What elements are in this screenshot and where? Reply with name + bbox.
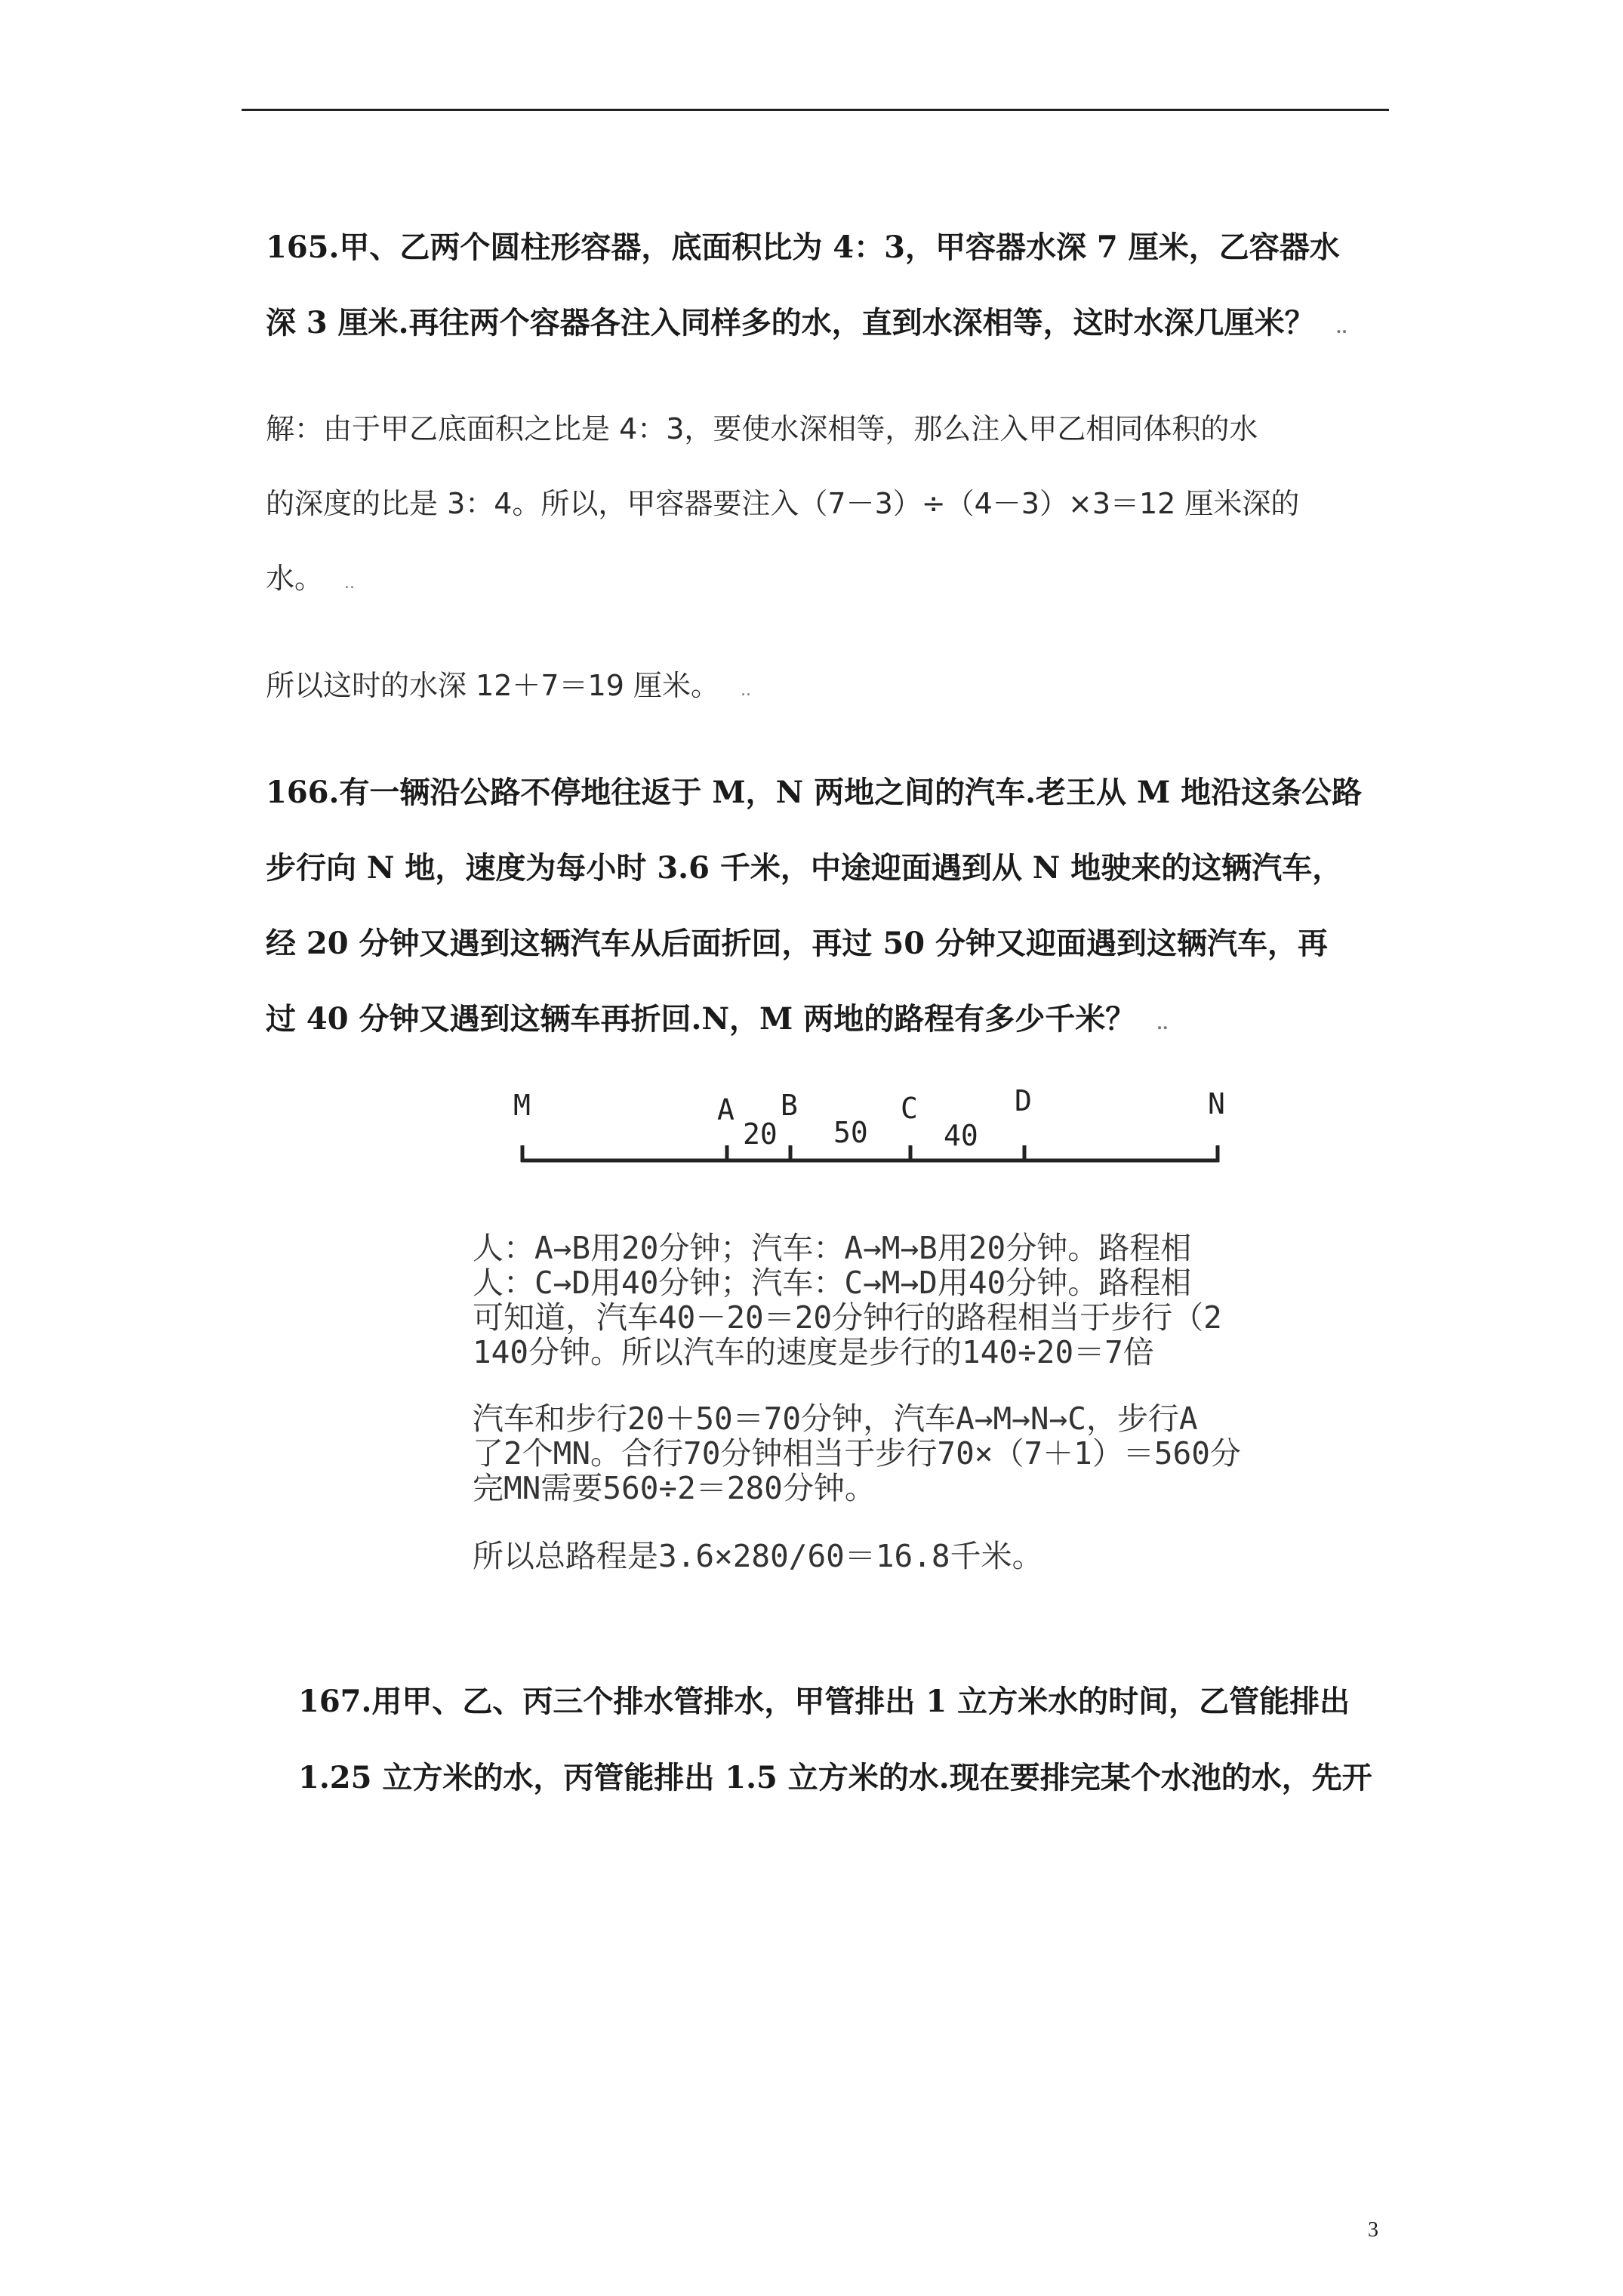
a166-line-1: 人：A→B用20分钟；汽车：A→M→B用20分钟。路程相	[473, 1230, 1192, 1266]
page-number: 3	[1368, 2218, 1378, 2242]
a166-line-4: 140分钟。所以汽车的速度是步行的140÷20＝7倍	[473, 1334, 1154, 1370]
segment-label-bc: 50	[833, 1116, 868, 1149]
segment-label-cd: 40	[944, 1119, 978, 1152]
paragraph-mark: ..	[1156, 1014, 1169, 1034]
point-label-a: A	[717, 1093, 735, 1126]
point-label-d: D	[1015, 1084, 1032, 1117]
q165-line-1: 165.甲、乙两个圆柱形容器，底面积比为 4：3，甲容器水深 7 厘米，乙容器水	[266, 230, 1340, 265]
a166-line-5: 汽车和步行20＋50＝70分钟，汽车A→M→N→C，步行A	[473, 1401, 1198, 1437]
q166-line-2: 步行向 N 地，速度为每小时 3.6 千米，中途迎面遇到从 N 地驶来的这辆汽车，	[266, 850, 1343, 886]
a166-line-7: 完MN需要560÷2＝280分钟。	[473, 1470, 876, 1506]
a166-line-3: 可知道，汽车40－20＝20分钟行的路程相当于步行（2	[473, 1299, 1222, 1336]
number-line-diagram	[498, 1076, 1253, 1182]
q166-line-3: 经 20 分钟又遇到这辆汽车从后面折回，再过 50 分钟又迎面遇到这辆汽车，再	[266, 926, 1329, 961]
a165-line-2: 的深度的比是 3：4。所以，甲容器要注入（7－3）÷（4－3）×3＝12 厘米深的	[266, 487, 1300, 520]
q167-line-1: 167.用甲、乙、丙三个排水管排水，甲管排出 1 立方米水的时间，乙管能排出	[298, 1684, 1350, 1719]
a166-solution-block	[473, 1223, 1304, 1578]
q166-line-4: 过 40 分钟又遇到这辆车再折回.N，M 两地的路程有多少千米？ ..	[266, 1001, 1169, 1037]
q167-line-2: 1.25 立方米的水，丙管能排出 1.5 立方米的水.现在要排完某个水池的水，先开	[298, 1760, 1372, 1795]
a166-line-2: 人：C→D用40分钟；汽车：C→M→D用40分钟。路程相	[473, 1265, 1192, 1301]
point-label-b: B	[781, 1089, 798, 1122]
a165-line-4: 所以这时的水深 12＋7＝19 厘米。 ..	[266, 669, 752, 702]
paragraph-mark: ..	[1335, 318, 1347, 337]
a166-line-6: 了2个MN。合行70分钟相当于步行70×（7＋1）＝560分	[473, 1435, 1241, 1472]
a166-line-8: 所以总路程是3.6×280/60＝16.8千米。	[473, 1538, 1043, 1574]
paragraph-mark: ..	[344, 574, 356, 593]
point-label-m: M	[513, 1089, 531, 1122]
header-rule	[242, 109, 1389, 111]
a165-line-1: 解：由于甲乙底面积之比是 4：3，要使水深相等，那么注入甲乙相同体积的水	[266, 412, 1258, 445]
point-label-c: C	[901, 1092, 918, 1125]
q166-line-1: 166.有一辆沿公路不停地往返于 M，N 两地之间的汽车.老王从 M 地沿这条公路	[266, 775, 1363, 810]
segment-label-ab: 20	[743, 1117, 778, 1151]
a165-line-3: 水。 ..	[266, 562, 356, 595]
point-label-n: N	[1208, 1087, 1225, 1120]
paragraph-mark: ..	[741, 681, 752, 700]
q165-line-2: 深 3 厘米.再往两个容器各注入同样多的水，直到水深相等，这时水深几厘米？ ..	[266, 305, 1347, 341]
